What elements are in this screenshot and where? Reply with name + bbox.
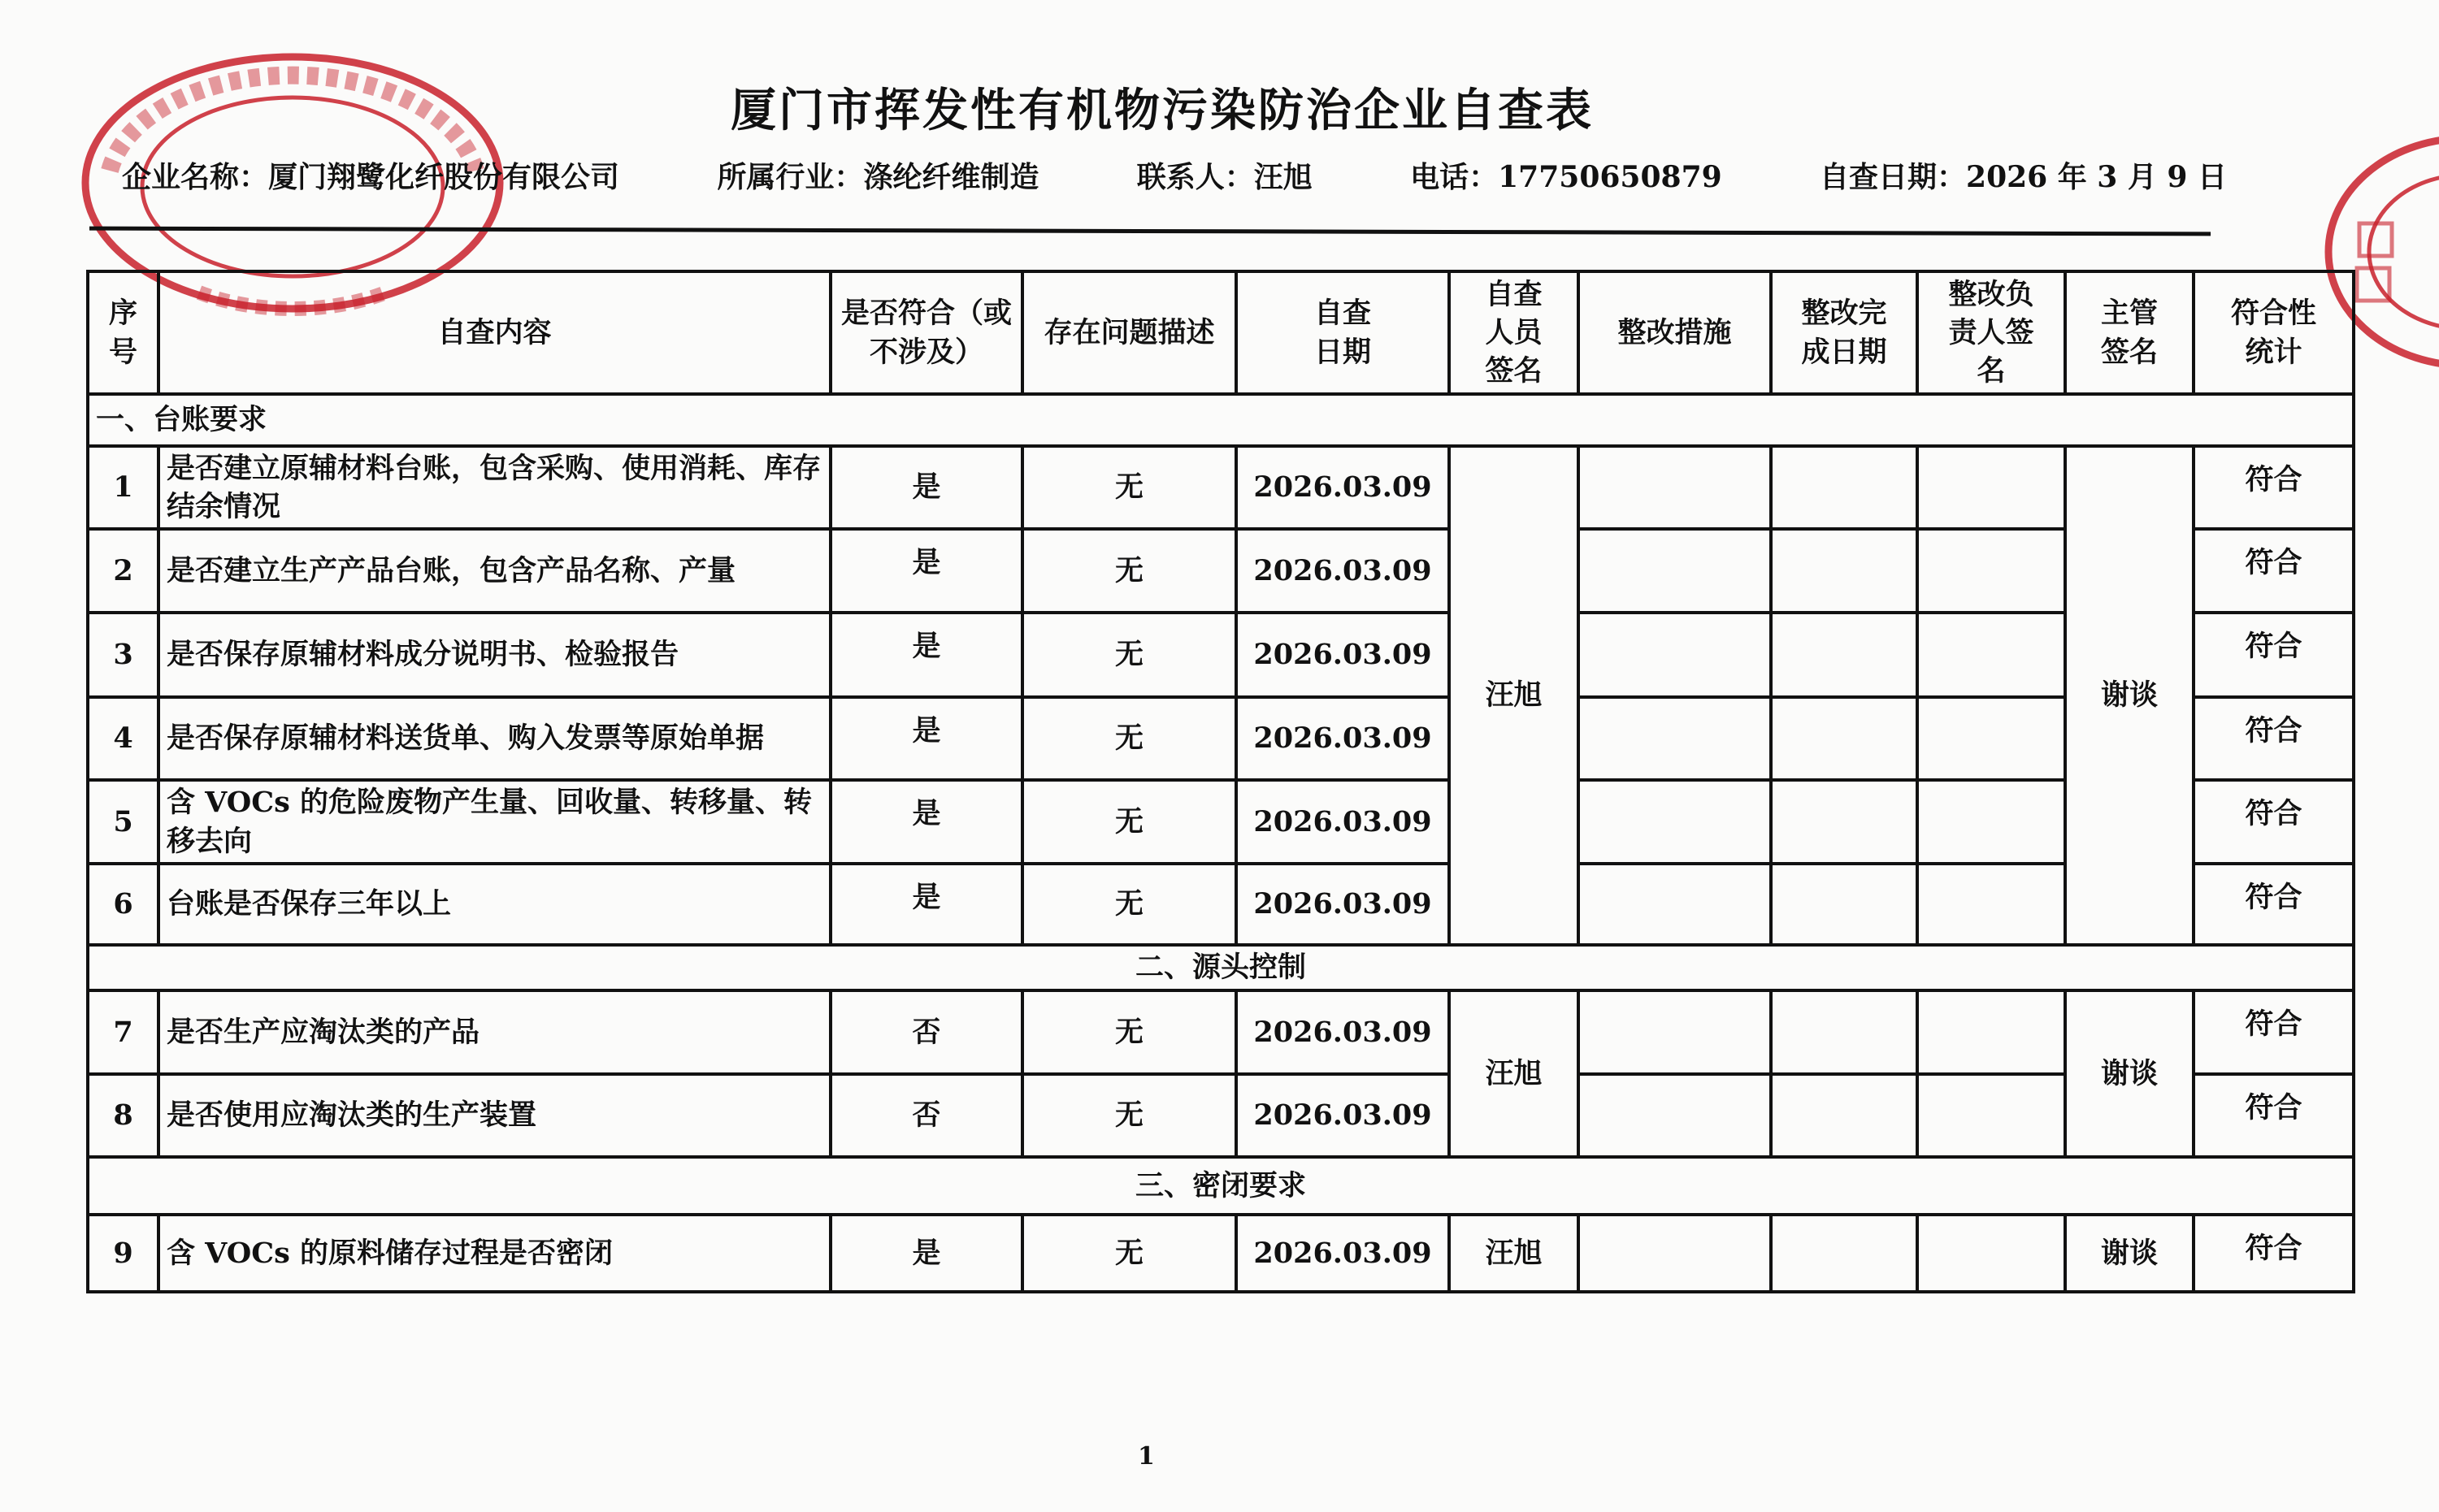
row-owner xyxy=(1917,446,2065,529)
table-row xyxy=(88,990,2354,1074)
row-owner xyxy=(1917,864,2065,945)
row-issue: 无 xyxy=(1022,1215,1236,1292)
row-stat: 符合 xyxy=(2194,864,2354,945)
row-comply: 是 xyxy=(831,864,1022,945)
row-date: 2026.03.09 xyxy=(1236,1074,1449,1157)
row-no: 6 xyxy=(88,864,158,945)
row-stat: 符合 xyxy=(2194,990,2354,1074)
col-header-measures: 整改措施 xyxy=(1578,271,1771,394)
row-measures xyxy=(1578,613,1771,697)
row-date: 2026.03.09 xyxy=(1236,446,1449,529)
inspection-date: 自查日期：2026 年 3 月 9 日 xyxy=(1820,160,2227,194)
row-date: 2026.03.09 xyxy=(1236,864,1449,945)
table-row xyxy=(88,446,2354,529)
row-issue: 无 xyxy=(1022,697,1236,780)
row-done-date xyxy=(1771,446,1917,529)
phone: 电话：17750650879 xyxy=(1410,160,1722,194)
row-done-date xyxy=(1771,613,1917,697)
row-done-date xyxy=(1771,529,1917,613)
row-content: 是否建立原辅材料台账，包含采购、使用消耗、库存结余情况 xyxy=(158,446,831,529)
company-info-line xyxy=(122,154,2227,196)
contact-person: 联系人：汪旭 xyxy=(1136,160,1313,194)
table-row xyxy=(88,529,2354,613)
row-owner xyxy=(1917,613,2065,697)
row-issue: 无 xyxy=(1022,780,1236,864)
row-done-date xyxy=(1771,864,1917,945)
col-header-inspector: 自查人员签名 xyxy=(1449,271,1578,394)
row-content: 含 VOCs 的原料储存过程是否密闭 xyxy=(158,1215,831,1292)
row-comply: 是 xyxy=(831,446,1022,529)
row-no: 4 xyxy=(88,697,158,780)
row-done-date xyxy=(1771,697,1917,780)
row-issue: 无 xyxy=(1022,990,1236,1074)
row-measures xyxy=(1578,697,1771,780)
row-issue: 无 xyxy=(1022,1074,1236,1157)
industry: 所属行业：涤纶纤维制造 xyxy=(717,160,1039,194)
row-stat: 符合 xyxy=(2194,780,2354,864)
row-comply: 是 xyxy=(831,613,1022,697)
col-header-comply: 是否符合（或不涉及） xyxy=(831,271,1022,394)
supervisor-signature: 谢谈 xyxy=(2065,1215,2194,1292)
inspector-signature: 汪旭 xyxy=(1449,446,1578,945)
row-content: 是否保存原辅材料成分说明书、检验报告 xyxy=(158,613,831,697)
self-inspection-table xyxy=(86,270,2355,1293)
row-date: 2026.03.09 xyxy=(1236,529,1449,613)
col-header-owner: 整改负责人签名 xyxy=(1917,271,2065,394)
row-stat: 符合 xyxy=(2194,1215,2354,1292)
row-content: 含 VOCs 的危险废物产生量、回收量、转移量、转移去向 xyxy=(158,780,831,864)
row-no: 1 xyxy=(88,446,158,529)
row-issue: 无 xyxy=(1022,529,1236,613)
col-header-supervisor: 主管签名 xyxy=(2065,271,2194,394)
table-row xyxy=(88,1074,2354,1157)
col-header-issue: 存在问题描述 xyxy=(1022,271,1236,394)
section-title: 一、台账要求 xyxy=(88,394,2354,446)
row-no: 3 xyxy=(88,613,158,697)
row-comply: 是 xyxy=(831,780,1022,864)
company-name: 企业名称：厦门翔鹭化纤股份有限公司 xyxy=(122,160,620,194)
row-measures xyxy=(1578,864,1771,945)
row-measures xyxy=(1578,1074,1771,1157)
row-date: 2026.03.09 xyxy=(1236,613,1449,697)
row-content: 是否保存原辅材料送货单、购入发票等原始单据 xyxy=(158,697,831,780)
table-row xyxy=(88,1215,2354,1292)
row-date: 2026.03.09 xyxy=(1236,990,1449,1074)
col-header-content: 自查内容 xyxy=(158,271,831,394)
row-done-date xyxy=(1771,1074,1917,1157)
row-stat: 符合 xyxy=(2194,613,2354,697)
row-issue: 无 xyxy=(1022,446,1236,529)
row-no: 2 xyxy=(88,529,158,613)
section-row xyxy=(88,394,2354,446)
table-row xyxy=(88,864,2354,945)
row-no: 9 xyxy=(88,1215,158,1292)
row-date: 2026.03.09 xyxy=(1236,1215,1449,1292)
row-measures xyxy=(1578,780,1771,864)
row-done-date xyxy=(1771,1215,1917,1292)
row-measures xyxy=(1578,529,1771,613)
row-stat: 符合 xyxy=(2194,697,2354,780)
row-stat: 符合 xyxy=(2194,1074,2354,1157)
row-content: 台账是否保存三年以上 xyxy=(158,864,831,945)
col-header-stat: 符合性统计 xyxy=(2194,271,2354,394)
row-stat: 符合 xyxy=(2194,529,2354,613)
row-date: 2026.03.09 xyxy=(1236,697,1449,780)
row-content: 是否使用应淘汰类的生产装置 xyxy=(158,1074,831,1157)
page-title: 厦门市挥发性有机物污染防治企业自查表 xyxy=(731,84,1594,137)
page-number: 1 xyxy=(1138,1442,1155,1471)
row-comply: 否 xyxy=(831,1074,1022,1157)
row-no: 5 xyxy=(88,780,158,864)
row-date: 2026.03.09 xyxy=(1236,780,1449,864)
section-title: 二、源头控制 xyxy=(88,945,2354,990)
section-title: 三、密闭要求 xyxy=(88,1157,2354,1215)
table-row xyxy=(88,697,2354,780)
row-owner xyxy=(1917,990,2065,1074)
inspector-signature: 汪旭 xyxy=(1449,990,1578,1157)
table-row xyxy=(88,780,2354,864)
row-owner xyxy=(1917,529,2065,613)
row-done-date xyxy=(1771,990,1917,1074)
row-comply: 否 xyxy=(831,990,1022,1074)
supervisor-signature: 谢谈 xyxy=(2065,446,2194,945)
header-row xyxy=(88,271,2354,394)
row-comply: 是 xyxy=(831,529,1022,613)
header-rule xyxy=(89,227,2211,236)
inspector-signature: 汪旭 xyxy=(1449,1215,1578,1292)
row-content: 是否建立生产产品台账，包含产品名称、产量 xyxy=(158,529,831,613)
row-owner xyxy=(1917,1074,2065,1157)
section-row xyxy=(88,945,2354,990)
row-content: 是否生产应淘汰类的产品 xyxy=(158,990,831,1074)
col-header-date: 自查日期 xyxy=(1236,271,1449,394)
row-no: 7 xyxy=(88,990,158,1074)
row-no: 8 xyxy=(88,1074,158,1157)
row-owner xyxy=(1917,1215,2065,1292)
row-comply: 是 xyxy=(831,1215,1022,1292)
row-owner xyxy=(1917,780,2065,864)
supervisor-signature: 谢谈 xyxy=(2065,990,2194,1157)
row-measures xyxy=(1578,446,1771,529)
row-stat: 符合 xyxy=(2194,446,2354,529)
row-issue: 无 xyxy=(1022,864,1236,945)
row-measures xyxy=(1578,1215,1771,1292)
row-comply: 是 xyxy=(831,697,1022,780)
row-owner xyxy=(1917,697,2065,780)
col-header-done-date: 整改完成日期 xyxy=(1771,271,1917,394)
section-row xyxy=(88,1157,2354,1215)
row-done-date xyxy=(1771,780,1917,864)
col-header-no: 序号 xyxy=(88,271,158,394)
row-measures xyxy=(1578,990,1771,1074)
table-row xyxy=(88,613,2354,697)
row-issue: 无 xyxy=(1022,613,1236,697)
